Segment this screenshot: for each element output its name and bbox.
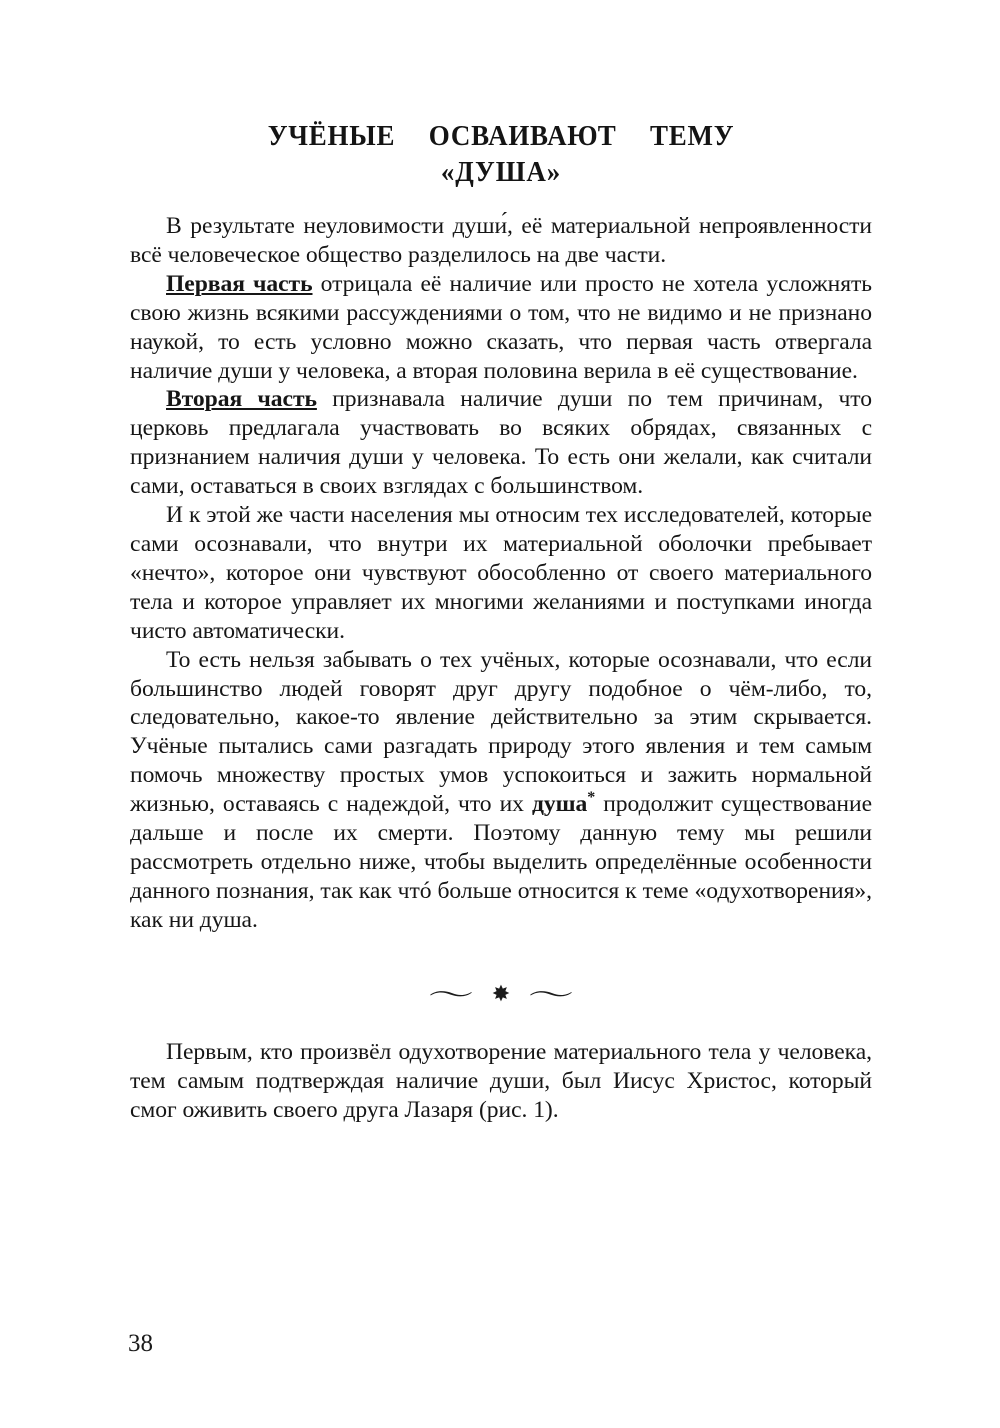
paragraph-3: [130, 385, 872, 501]
rosette-flower-icon: ✸: [491, 982, 511, 1008]
paragraph-3-lead-label: Вторая часть: [166, 386, 317, 413]
paragraph-4: И к этой же части населения мы относим тех исследователей, которые сами осознавали, что внутри их материальной оболочки пребывает «нечто», которое они чувствуют обособленно от своего материального тела и которое управляет их многими желаниями и поступками иногда чисто автоматически.: [130, 502, 872, 644]
paragraph-5-text-before-bold: То есть нельзя забывать о тех учёных, которые осознавали, что если большинство людей говорят друг другу подобное о чём-либо, то, следовательно, какое-то явление действительно за этим скрывается. Учёные пытались сами разгадать природу этого явления и тем самым помочь множеству простых умов успокоиться и зажить нормальной жизнью, оставаясь с надеждой, что их: [130, 646, 872, 818]
swash-left-icon: 〜: [427, 981, 475, 1011]
paragraph-6: Первым, кто произвёл одухотворение материального тела у человека, тем самым подтверждая наличие души, был Иисус Христос, который смог оживить своего друга Лазаря (рис. 1).: [130, 1039, 872, 1123]
paragraph-5: [130, 646, 872, 935]
ornament-divider: [130, 975, 872, 1017]
paragraph-2-text: отрицала её наличие или просто не хотела усложнять свою жизнь всякими рассуждениями о том, что не видимо и не признано наукой, то есть условно можно сказать, что первая часть отвергала наличие души у человека, а вторая половина верила в её существование.: [130, 270, 872, 384]
page-title-line-1: УЧЁНЫЕ ОСВАИВАЮТ ТЕМУ: [267, 120, 735, 152]
page-number: 38: [128, 1330, 153, 1357]
page-title-line-2: «ДУША»: [440, 156, 562, 188]
paragraph-5-bold-word: душа: [531, 791, 588, 818]
paragraph-2-lead-label: Первая часть: [166, 270, 313, 297]
paragraph-2: [130, 270, 872, 386]
page-title: [130, 118, 872, 190]
body-text-column: [130, 212, 872, 935]
swash-right-icon: 〜: [527, 981, 575, 1011]
paragraph-5-text-after-bold: продолжит существование дальше и после их смерти. Поэтому данную тему мы решили рассмотреть отдельно ниже, чтобы выделить определённые особенности данного познания, так как чтó больше относится к теме «одухотворения», как ни душа.: [130, 791, 872, 933]
paragraph-3-text: признавала наличие души по тем причинам, что церковь предлагала участвовать во всяких обрядах, связанных с признанием наличия души у человека. То есть они желали, как считали сами, оставаться в своих взглядах с большинством.: [130, 386, 872, 500]
footnote-marker: *: [587, 789, 596, 807]
paragraph-1: В результате неуловимости души́, её материальной непроявленности всё человеческое общество разделилось на две части.: [130, 213, 872, 268]
closing-text-column: [130, 1038, 872, 1125]
